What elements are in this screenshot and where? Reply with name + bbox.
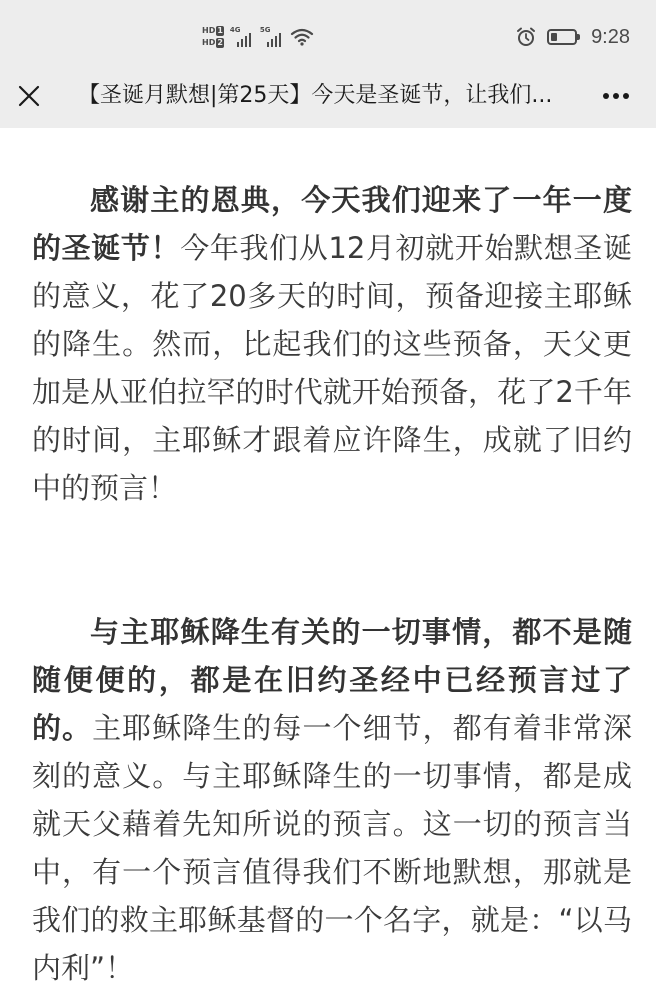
paragraph-text: 今年我们从12月初就开始默想圣诞的意义，花了20多天的时间，预备迎接主耶稣的降生。然而，比起我们的这些预备，天父更加是从亚伯拉罕的时代就开始预备，花了2千年的时间，主耶稣才跟着应许降生，成就了旧约中的预言！ [32, 231, 632, 505]
top-bar [0, 0, 656, 128]
signal-icon [260, 26, 284, 48]
sim1-number: 1 [217, 26, 223, 35]
sim-indicators [202, 26, 224, 48]
close-icon [18, 85, 40, 107]
system-status [515, 24, 630, 50]
network-indicators [202, 20, 314, 54]
sim2-hd-badge [202, 38, 224, 48]
wifi-icon [290, 27, 314, 47]
network1-label: 4G [229, 26, 241, 34]
paragraph-bold-lead: 感谢主的恩典，今天我们迎来了一年一度的圣诞节！ [32, 183, 632, 265]
page-title: 【圣诞月默想|第25天】今天是圣诞节，让我们... [78, 83, 553, 108]
clock: 9:28 [591, 25, 630, 48]
battery-icon [547, 29, 577, 45]
paragraph-text: 主耶稣降生的每一个细节，都有着非常深刻的意义。与主耶稣降生的一切事情，都是成就天父藉着先知所说的预言。这一切的预言当中，有一个预言值得我们不断地默想，那就是我们的救主耶稣基督的一个名字，就是：“以马内利”！ [32, 711, 632, 985]
network2-label: 5G [259, 26, 271, 34]
article-paragraph [32, 608, 632, 992]
battery-fill [551, 33, 557, 41]
article-paragraph [32, 176, 632, 512]
paragraph-bold-lead: 与主耶稣降生有关的一切事情，都不是随随便便的，都是在旧约圣经中已经预言过了的。 [32, 615, 632, 745]
alarm-icon [515, 26, 537, 48]
more-icon [602, 92, 630, 100]
article-body [32, 176, 632, 992]
sim2-number: 2 [217, 38, 223, 47]
sim2-label: HD [202, 38, 216, 47]
signal-icon [230, 26, 254, 48]
sim1-label: HD [202, 26, 216, 35]
nav-bar [0, 64, 656, 128]
sim1-hd-badge [202, 26, 224, 36]
close-button[interactable] [10, 76, 48, 116]
status-bar [0, 0, 656, 64]
more-button[interactable] [596, 78, 636, 114]
